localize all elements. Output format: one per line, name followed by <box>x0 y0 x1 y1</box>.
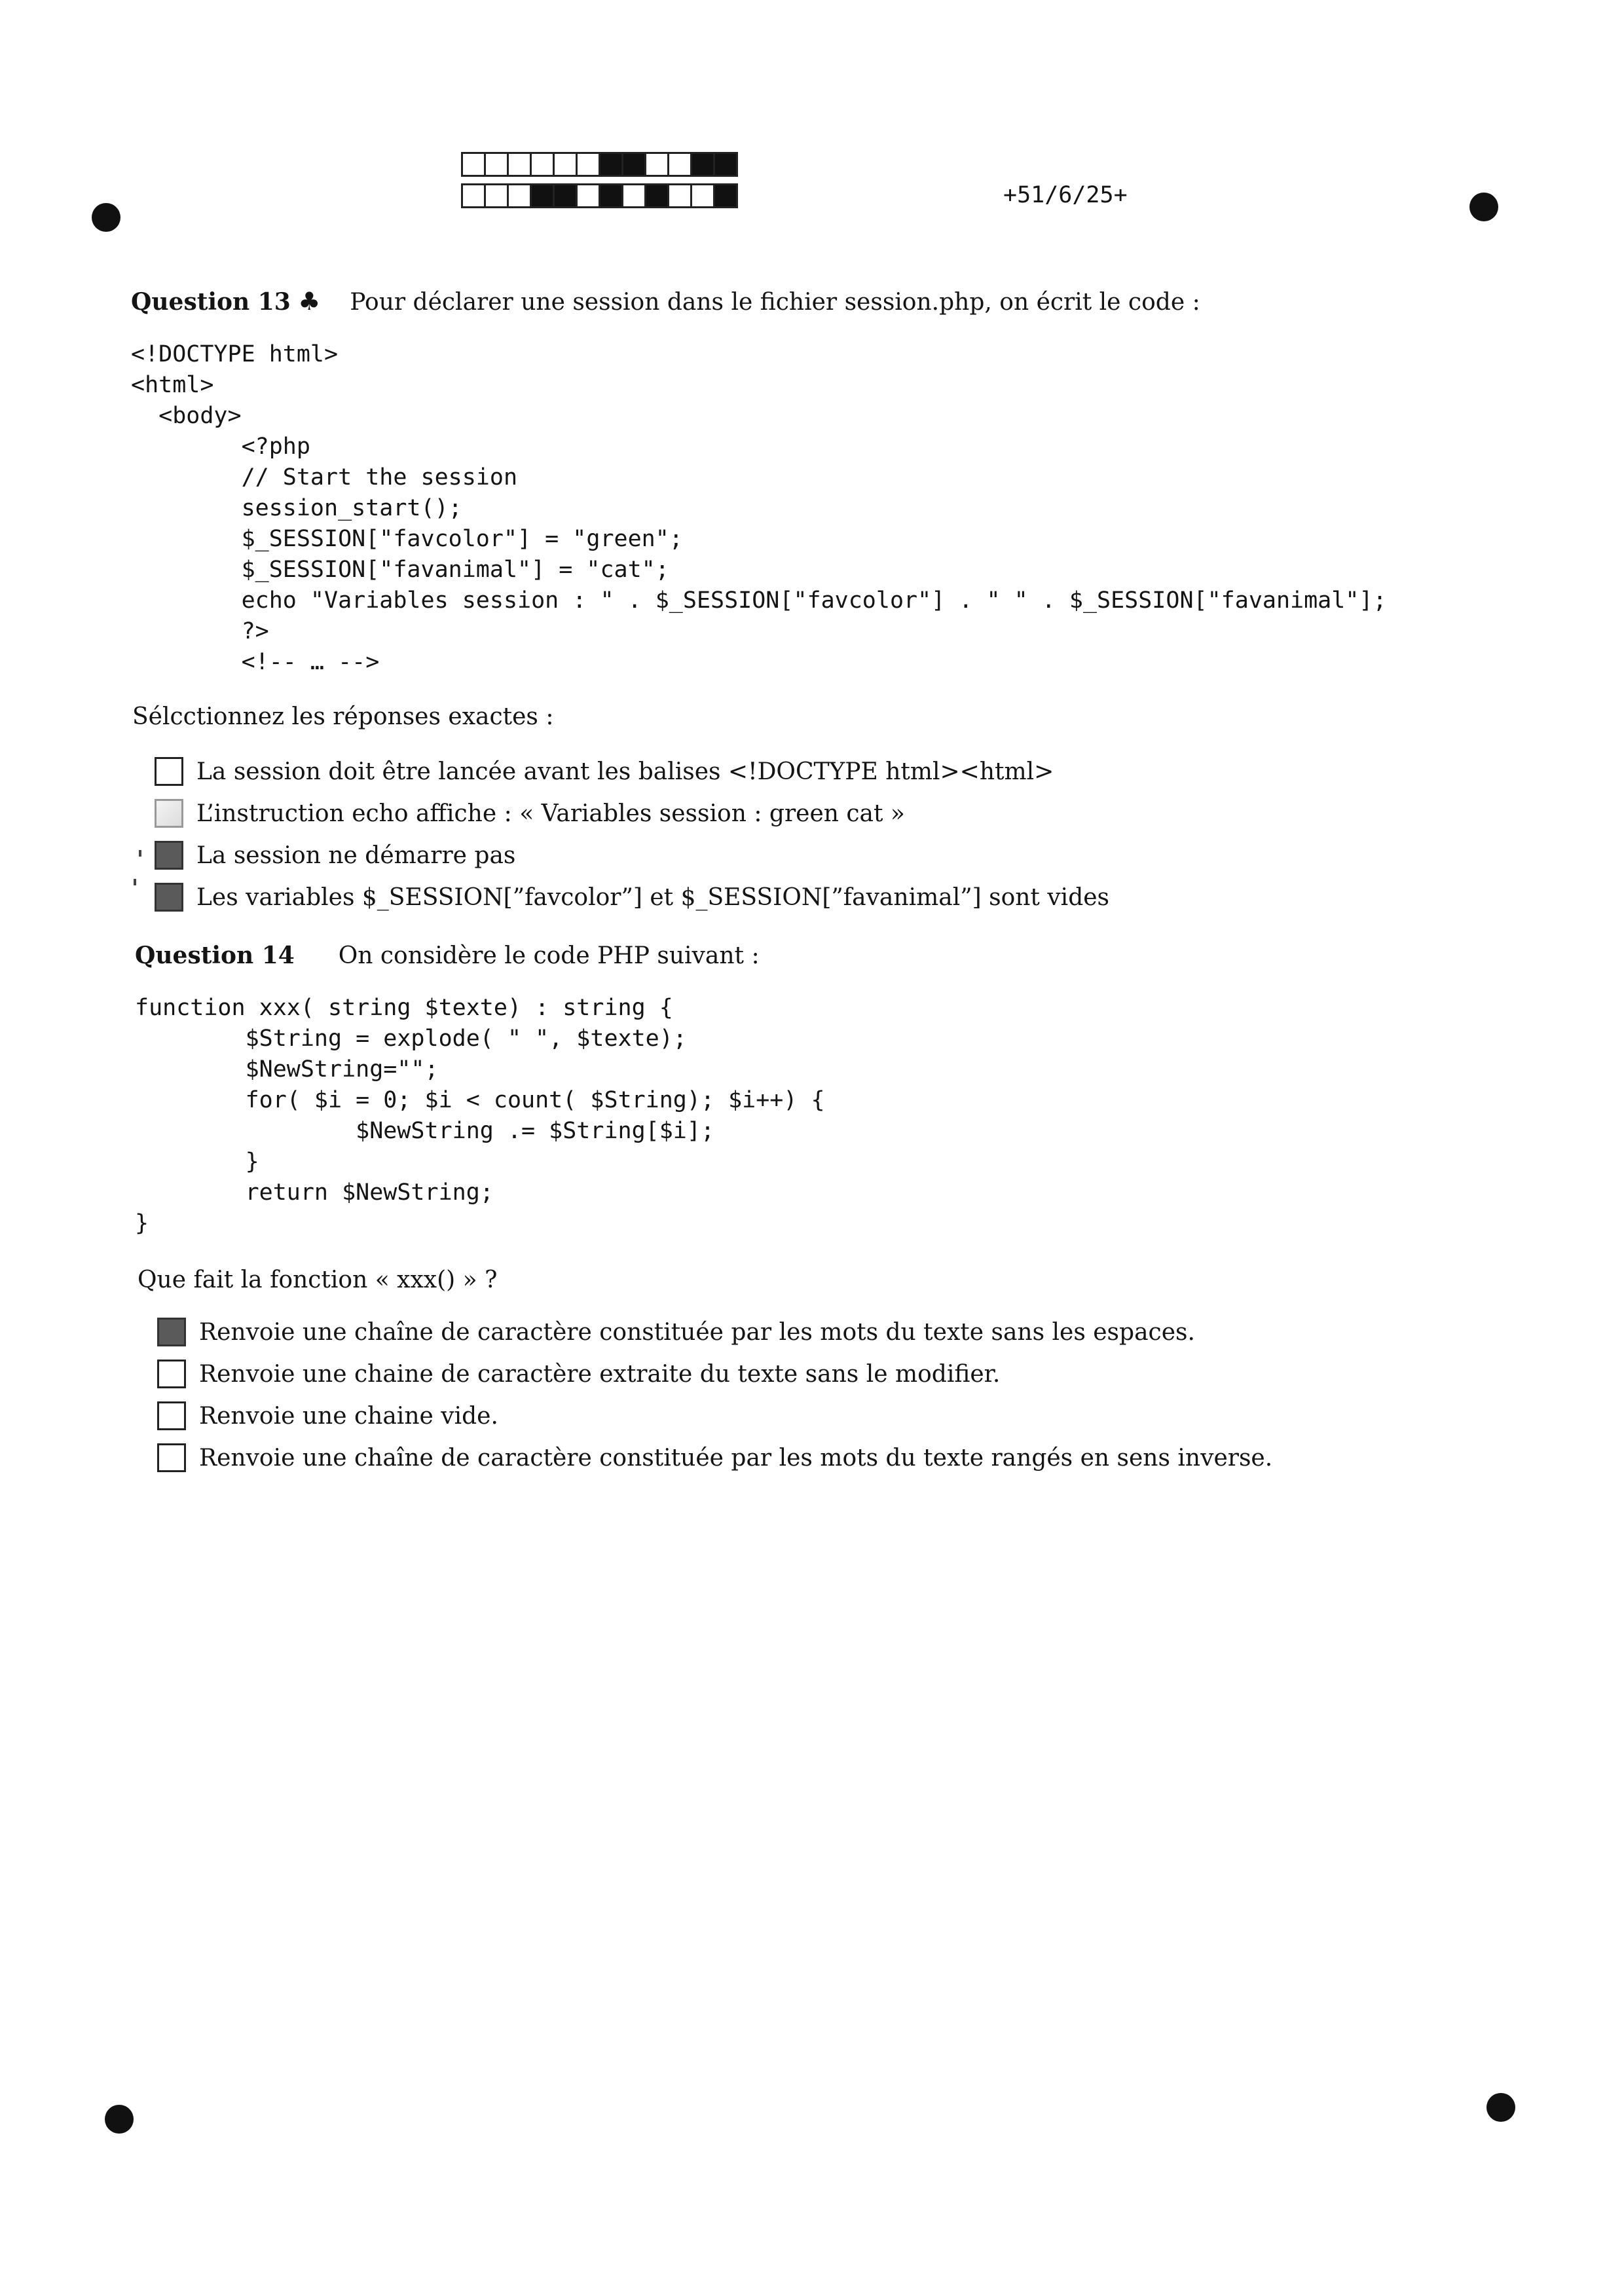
question-14-code: function xxx( string $texte) : string { $String = explode( " ", $texte); $NewString=""; for( $i = 0; $i < count( $String); $i++) { $NewString .= $String[$i]; } return $NewString; } <box>135 995 825 1236</box>
question-13-prompt: Pour déclarer une session dans le fichier session.php, on écrit le code : <box>350 289 1200 316</box>
barcode-cell <box>713 152 738 177</box>
answer-checkbox[interactable] <box>155 757 183 786</box>
barcode-cell <box>507 183 532 208</box>
answer-option[interactable] <box>155 792 1109 834</box>
question-14-label: Question 14 <box>135 942 295 969</box>
barcode-cell <box>713 183 738 208</box>
answer-text: Les variables $_SESSION[”favcolor”] et $_SESSION[”favanimal”] sont vides <box>196 883 1110 911</box>
barcode-cell <box>461 183 486 208</box>
barcode-row <box>461 183 736 208</box>
stray-mark <box>139 850 141 857</box>
answer-option[interactable] <box>155 834 1109 876</box>
page-id: +51/6/25+ <box>1003 182 1128 208</box>
question-13-instruction: Sélcctionnez les réponses exactes : <box>132 703 554 730</box>
barcode-cell <box>690 152 715 177</box>
answer-option[interactable] <box>157 1353 1272 1395</box>
answer-checkbox[interactable] <box>155 799 183 828</box>
barcode-cell <box>576 183 600 208</box>
barcode-cell <box>599 152 623 177</box>
barcode-cell <box>553 183 578 208</box>
barcode-cell <box>553 152 578 177</box>
barcode-cell <box>507 152 532 177</box>
question-13-answers <box>155 750 1109 918</box>
barcode-cell <box>644 183 669 208</box>
answer-checkbox[interactable] <box>157 1401 186 1430</box>
question-13-code: <!DOCTYPE html> <html> <body> <?php // Start the session session_start(); $_SESSION["favcolor"] = "green"; $_SESSION["favanimal"] = "cat"; echo "Variables session : " . $_SESSION["favcolor"] . " " . $_SESSION["favanimal"]; ?> <!-- … --> <box>131 341 1387 675</box>
question-13-label: Question 13 <box>131 288 291 316</box>
answer-option[interactable] <box>157 1437 1272 1479</box>
question-14-title <box>135 942 760 969</box>
barcode-cell <box>484 152 509 177</box>
barcode-cell <box>621 183 646 208</box>
barcode-cell <box>621 152 646 177</box>
answer-text: Renvoie une chaîne de caractère constituée par les mots du texte rangés en sens inverse. <box>199 1444 1273 1472</box>
registration-mark-bottom-right <box>1486 2093 1515 2122</box>
answer-text: Renvoie une chaine vide. <box>199 1402 498 1430</box>
answer-text: Renvoie une chaîne de caractère constituée par les mots du texte sans les espaces. <box>199 1318 1195 1346</box>
question-14-prompt: On considère le code PHP suivant : <box>338 942 760 969</box>
barcode-cell <box>667 152 692 177</box>
club-icon: ♣ <box>298 287 321 316</box>
barcode-cell <box>599 183 623 208</box>
barcode-cell <box>484 183 509 208</box>
answer-option[interactable] <box>155 750 1109 792</box>
answer-text: La session ne démarre pas <box>196 842 516 869</box>
registration-mark-bottom-left <box>105 2105 134 2134</box>
question-13-title <box>131 287 1200 316</box>
answer-option[interactable] <box>157 1395 1272 1437</box>
answer-text: L’instruction echo affiche : « Variables session : green cat » <box>196 800 905 827</box>
barcode-cell <box>667 183 692 208</box>
question-14-instruction: Que fait la fonction « xxx() » ? <box>138 1267 498 1293</box>
registration-mark-top-right <box>1469 193 1498 221</box>
barcode-cell <box>576 152 600 177</box>
stray-mark <box>134 879 136 885</box>
answer-checkbox[interactable] <box>155 883 183 912</box>
barcode-cell <box>530 152 555 177</box>
registration-mark-top-left <box>92 203 120 232</box>
barcode-cell <box>644 152 669 177</box>
barcode-row <box>461 152 736 177</box>
answer-checkbox[interactable] <box>157 1443 186 1472</box>
answer-text: Renvoie une chaine de caractère extraite du texte sans le modifier. <box>199 1360 1001 1388</box>
answer-checkbox[interactable] <box>157 1318 186 1346</box>
answer-option[interactable] <box>155 876 1109 918</box>
answer-option[interactable] <box>157 1311 1272 1353</box>
barcode-cell <box>461 152 486 177</box>
answer-checkbox[interactable] <box>155 841 183 870</box>
answer-checkbox[interactable] <box>157 1360 186 1388</box>
barcode-cell <box>690 183 715 208</box>
answer-text: La session doit être lancée avant les balises <!DOCTYPE html><html> <box>196 758 1054 785</box>
question-14-answers <box>157 1311 1272 1479</box>
barcode-cell <box>530 183 555 208</box>
